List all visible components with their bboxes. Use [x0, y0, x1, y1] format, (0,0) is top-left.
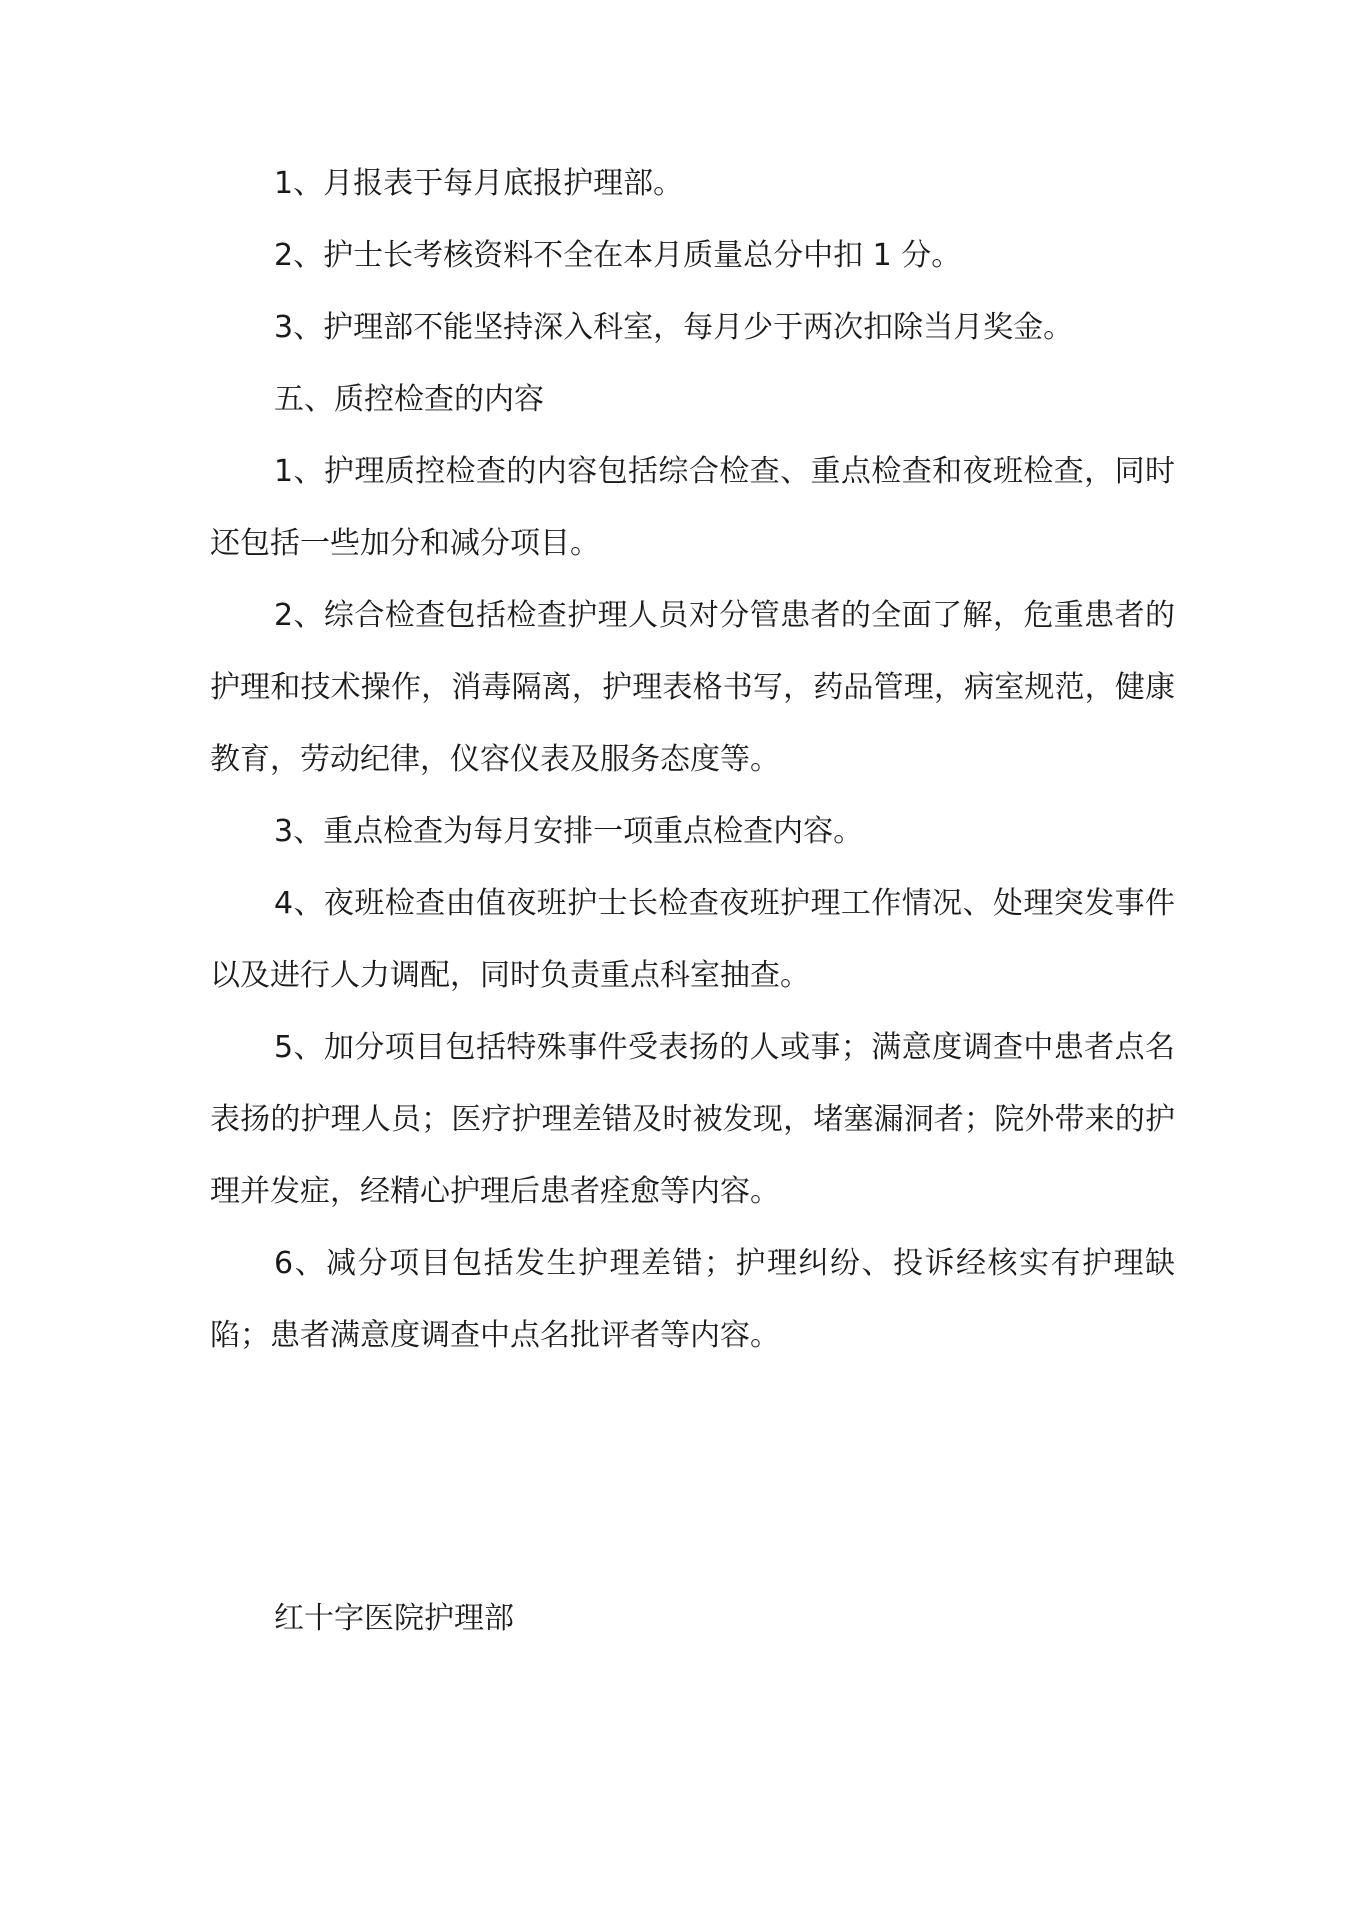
paragraph-8: 4、夜班检查由值夜班护士长检查夜班护理工作情况、处理突发事件以及进行人力调配，同时负责重点科室抽查。: [210, 886, 1175, 993]
paragraph-1: 1、月报表于每月底报护理部。: [274, 166, 684, 201]
paragraph-7: 3、重点检查为每月安排一项重点检查内容。: [274, 814, 864, 849]
paragraph-9: 5、加分项目包括特殊事件受表扬的人或事；满意度调查中患者点名表扬的护理人员；医疗护理差错及时被发现，堵塞漏洞者；院外带来的护理并发症，经精心护理后患者痊愈等内容。: [210, 1030, 1175, 1209]
paragraph-6: 2、综合检查包括检查护理人员对分管患者的全面了解，危重患者的护理和技术操作，消毒隔离，护理表格书写，药品管理，病室规范，健康教育，劳动纪律，仪容仪表及服务态度等。: [210, 598, 1175, 777]
paragraph-10: 6、减分项目包括发生护理差错；护理纠纷、投诉经核实有护理缺陷；患者满意度调查中点名批评者等内容。: [210, 1246, 1175, 1353]
paragraph-5: 1、护理质控检查的内容包括综合检查、重点检查和夜班检查，同时还包括一些加分和减分项目。: [210, 454, 1175, 561]
document-body: [210, 148, 1175, 1372]
section-heading-5: 五、质控检查的内容: [274, 382, 544, 417]
paragraph-3: 3、护理部不能坚持深入科室，每月少于两次扣除当月奖金。: [274, 310, 1074, 345]
paragraph-2: 2、护士长考核资料不全在本月质量总分中扣 1 分。: [274, 238, 962, 273]
signature-department: 红十字医院护理部: [274, 1601, 514, 1636]
